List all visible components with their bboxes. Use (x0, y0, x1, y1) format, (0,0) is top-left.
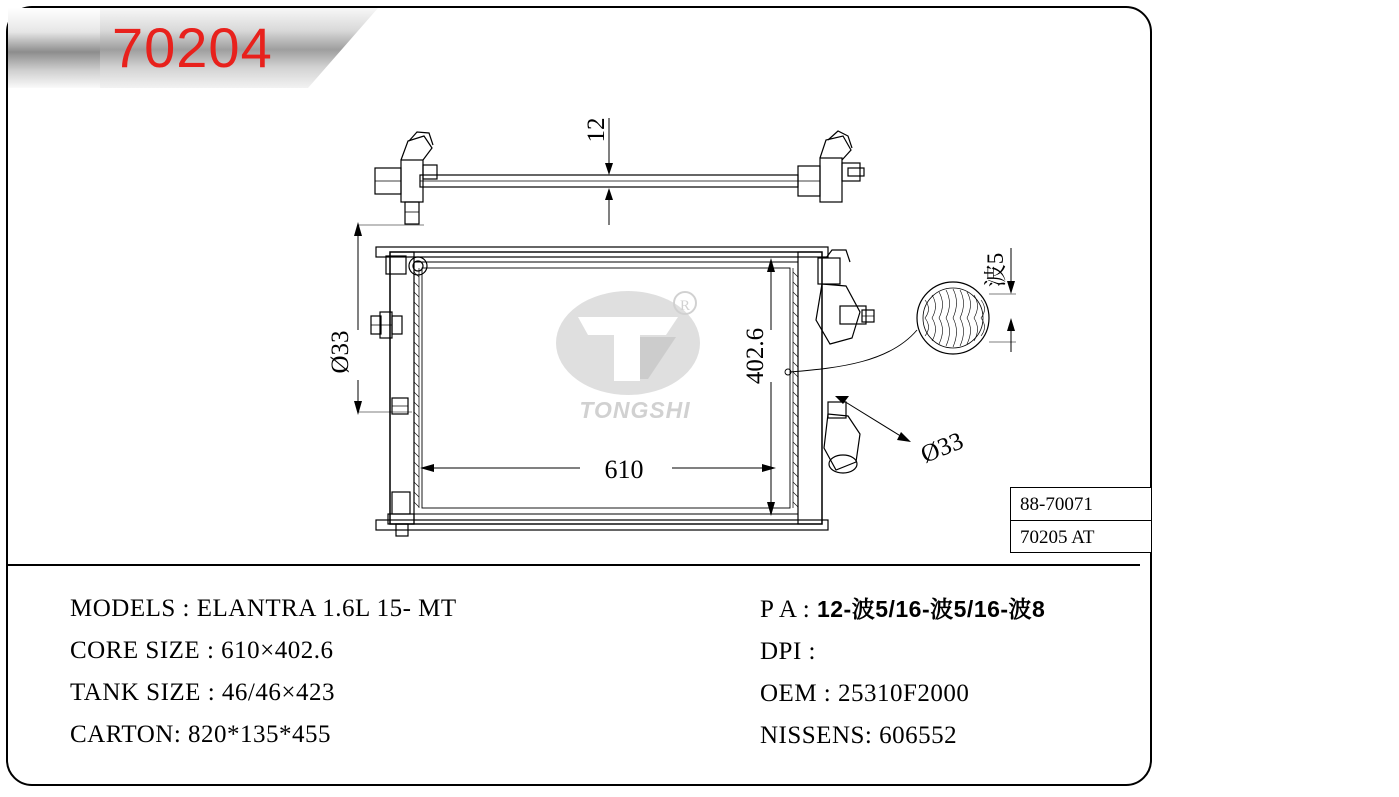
core-size-line: CORE SIZE : 610×402.6 (70, 637, 334, 664)
oem-value: 25310F2000 (838, 680, 970, 707)
watermark-text: TONGSHI (579, 397, 691, 423)
info-left-column (70, 588, 457, 756)
dim-fin: 波5 (983, 252, 1008, 288)
dim-core-height: 402.6 (742, 327, 769, 385)
oem-label: OEM : (760, 680, 832, 707)
part-number: 70204 (112, 16, 273, 79)
nissens-label: NISSENS: (760, 722, 873, 749)
dim-outlet-diameter: Ø33 (917, 427, 968, 469)
part-number-tag (8, 8, 398, 88)
nissens-line (760, 715, 1045, 757)
code-row-1: 88-70071 (1011, 488, 1151, 521)
info-panel (8, 564, 1140, 770)
dpi-line (760, 631, 1045, 673)
pa-value: 12-波5/16-波5/16-波8 (816, 596, 1046, 622)
oem-line (760, 673, 1045, 715)
pa-label: P A : (760, 596, 811, 623)
info-right-column (760, 588, 1045, 757)
dim-top-thickness: 12 (583, 117, 610, 143)
svg-text:R: R (679, 298, 691, 314)
code-row-2: 70205 AT (1020, 527, 1095, 548)
nissens-value: 606552 (879, 722, 958, 749)
carton-line: CARTON: 820*135*455 (70, 721, 332, 748)
tank-size-line: TANK SIZE : 46/46×423 (70, 679, 335, 706)
dim-core-width: 610 (604, 455, 644, 484)
code-box (1010, 487, 1152, 553)
dpi-label: DPI : (760, 638, 816, 665)
models-line: MODELS : ELANTRA 1.6L 15- MT (70, 595, 457, 622)
pa-line (760, 588, 1045, 631)
dim-inlet-diameter: Ø33 (327, 330, 354, 374)
